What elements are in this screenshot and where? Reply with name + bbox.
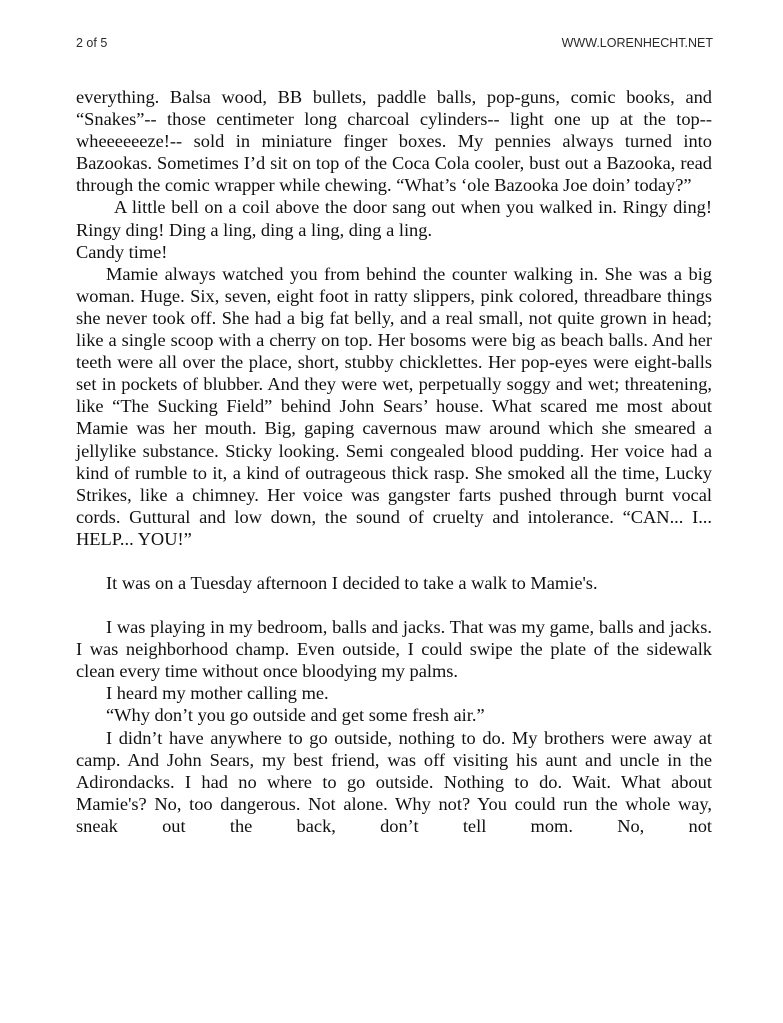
paragraph: “Why don’t you go outside and get some fresh air.” [106,705,485,726]
paragraph: I didn’t have anywhere to go outside, nothing to do. My brothers were away at camp. And John Sears, my best friend, was off visiting his aunt and uncle in the Adirondacks. I had no where to go outside. Nothing to do. Wait. What about Mamie's? No, too dangerous. Not alone. Why not? You could run the whole way, sneak out the back, don’t tell mom. No, not [76,727,712,836]
website-url: WWW.LORENHECHT.NET [561,36,713,50]
paragraph: It was on a Tuesday afternoon I decided to take a walk to Mamie's. [106,572,598,593]
paragraph: I heard my mother calling me. [106,683,329,704]
page-header [76,36,713,52]
page-number: 2 of 5 [76,36,108,50]
paragraph: Candy time! [76,241,168,262]
paragraph: I was playing in my bedroom, balls and jacks. That was my game, balls and jacks. I was neighborhood champ. Even outside, I could swipe the plate of the sidewalk clean every time without once bloodying my palms. [76,617,712,682]
paragraph: Mamie always watched you from behind the counter walking in. She was a big woman. Huge. Six, seven, eight foot in ratty slippers, pink colored, threadbare things she never took off. She had a big fat belly, and a real small, not quite grown in head; like a single scoop with a cherry on top. Her bosoms were big as beach balls. And her teeth were all over the place, short, stubby chicklettes. Her pop-eyes were eight-balls set in pockets of blubber. And they were wet, perpetually soggy and wet; threatening, like “The Sucking Field” behind John Sears’ house. What scared me most about Mamie was her mouth. Big, gaping cavernous maw around which she smeared a jellylike substance. Sticky looking. Semi congealed blood pudding. Her voice had a kind of rumble to it, a kind of outrageous thick rasp. She smoked all the time, Lucky Strikes, like a chimney. Her voice was gangster farts pushed through burnt vocal cords. Guttural and low down, the sound of cruelty and intolerance. “CAN... I... HELP... YOU!” [76,263,712,549]
paragraph: A little bell on a coil above the door sang out when you walked in. Ringy ding! Ringy ding! Ding a ling, ding a ling, ding a ling. [76,197,712,240]
story-text [76,86,712,837]
paragraph: everything. Balsa wood, BB bullets, paddle balls, pop-guns, comic books, and “Snakes”-- those centimeter long charcoal cylinders-- light one up at the top-- wheeeeeeze!-- sold in miniature finger boxes. My pennies always turned into Bazookas. Sometimes I’d sit on top of the Coca Cola cooler, bust out a Bazooka, read through the comic wrapper while chewing. “What’s ‘ole Bazooka Joe doin’ today?” [76,87,712,196]
